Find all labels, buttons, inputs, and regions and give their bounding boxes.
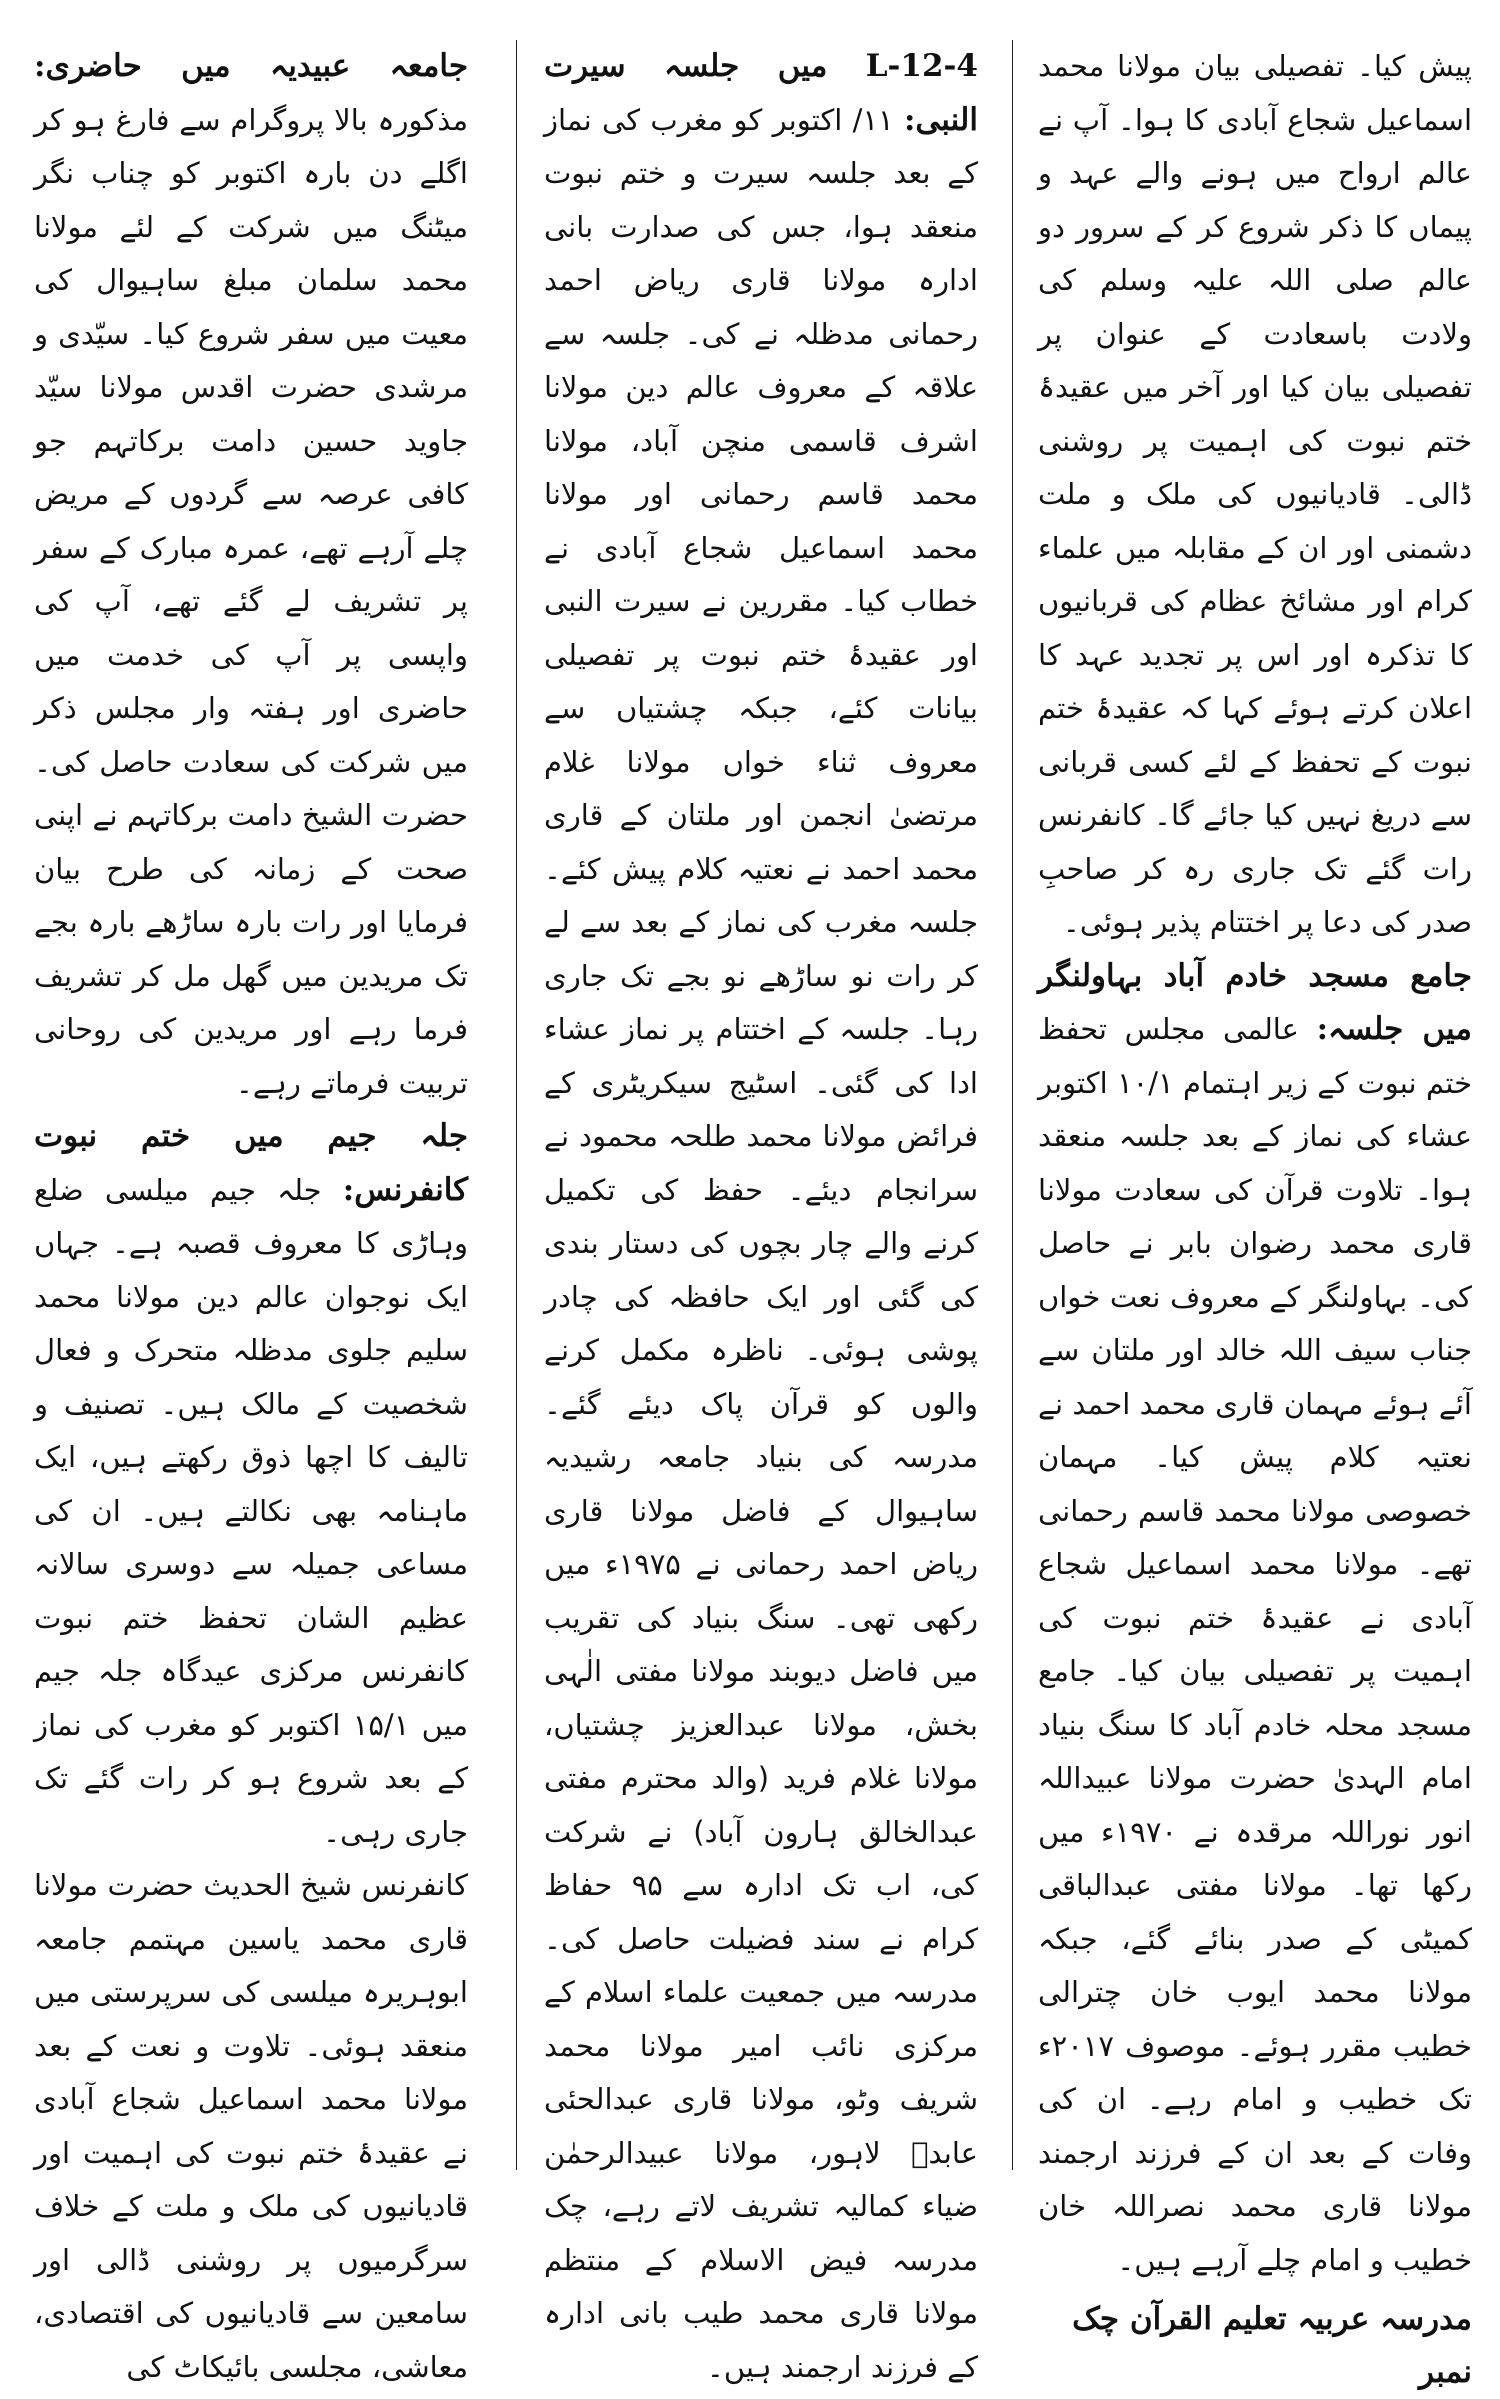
- column-right: [1034, 40, 1476, 2390]
- paragraph: [34, 40, 468, 1110]
- paragraph-body: پیش کیا۔ تفصیلی بیان مولانا محمد اسماعیل شجاع آبادی کا ہوا۔ آپ نے عالم ارواح میں ہونے والے عہد و پیماں کا ذکر شروع کر کے سرور دو عالم صلی اللہ علیہ وسلم کی ولادت باسعادت کے عنوان پر تفصیلی بیان کیا اور آخر میں عقیدۂ ختم نبوت کی اہمیت پر روشنی ڈالی۔ قادیانیوں کی ملک و ملت دشمنی اور ان کے مقابلہ میں علماء کرام اور مشائخ عظام کی قربانیوں کا تذکرہ اور اس پر تجدید عہد کا اعلان کرتے ہوئے کہا کہ عقیدۂ ختم نبوت کے تحفظ کے لئے کسی قربانی سے دریغ نہیں کیا جائے گا۔ کانفرنس رات گئے تک جاری رہ کر صاحبِ صدر کی دعا پر اختتام پذیر ہوئی۔: [1038, 49, 1472, 939]
- paragraph-body: عالمی مجلس تحفظ ختم نبوت کے زیر اہتمام ۱۰/۱ اکتوبر عشاء کی نماز کے بعد جلسہ منعقد ہوا۔ تلاوت قرآن کی سعادت مولانا قاری محمد رضوان بابر نے حاصل کی۔ بہاولنگر کے معروف نعت خواں جناب سیف اللہ خالد اور ملتان سے آئے ہوئے مہمان قاری محمد احمد نے نعتیہ کلام پیش کیا۔ مہمان خصوصی مولانا محمد قاسم رحمانی تھے۔ مولانا محمد اسماعیل شجاع آبادی نے عقیدۂ ختم نبوت کی اہمیت پر تفصیلی بیان کیا۔ جامع مسجد محلہ خادم آباد کا سنگ بنیاد امام الہدیٰ حضرت مولانا عبیداللہ انور نوراللہ مرقدہ نے ۱۹۷۰ء میں رکھا تھا۔ مولانا مفتی عبدالباقی کمیٹی کے صدر بنائے گئے، جبکہ مولانا محمد ایوب خان چترالی خطیب مقرر ہوئے۔ موصوف ۲۰۱۷ء تک خطیب و امام رہے۔ ان کی وفات کے بعد ان کے فرزند ارجمند مولانا قاری محمد نصراللہ خان خطیب و امام چلے آرہے ہیں۔: [1038, 1012, 1473, 2277]
- section-heading: 4-L-12 میں جلسہ سیرت النبی:: [544, 48, 978, 138]
- column-divider: [516, 40, 517, 2170]
- paragraph: [1038, 40, 1472, 950]
- section-heading: جامعہ عبیدیہ میں حاضری:: [34, 48, 468, 84]
- section-heading: جلہ جیم میں ختم نبوت کانفرنس:: [34, 1118, 468, 1208]
- column-divider: [1012, 40, 1013, 2170]
- paragraph-body: جلہ جیم میلسی ضلع وہاڑی کا معروف قصبہ ہے۔ جہاں ایک نوجوان عالم دین مولانا محمد سلیم جلوی مدظلہ متحرک و فعال شخصیت کے مالک ہیں۔ تصنیف و تالیف کا اچھا ذوق رکھتے ہیں، ایک ماہنامہ بھی نکالتے ہیں۔ ان کی مساعی جمیلہ سے دوسری سالانہ عظیم الشان تحفظ ختم نبوت کانفرنس مرکزی عیدگاہ جلہ جیم میں ۱۵/۱ اکتوبر کو مغرب کی نماز کے بعد شروع ہو کر رات گئے تک جاری رہی۔: [34, 1172, 468, 1849]
- paragraph-body: کانفرنس شیخ الحدیث حضرت مولانا قاری محمد یاسین مہتمم جامعہ ابوہریرہ میلسی کی سرپرستی میں منعقد ہوئی۔ تلاوت و نعت کے بعد مولانا محمد اسماعیل شجاع آبادی نے عقیدۂ ختم نبوت کی اہمیت اور قادیانیوں کی ملک و ملت کے خلاف سرگرمیوں پر روشنی ڈالی اور سامعین سے قادیانیوں کی اقتصادی، معاشی، مجلسی بائیکاٹ کی: [34, 1868, 468, 2384]
- paragraph: [34, 1110, 468, 1859]
- paragraph: [1038, 950, 1472, 2288]
- paragraph: [544, 40, 978, 2394]
- section-heading: مدرسہ عربیہ تعلیم القرآن چک نمبر: [1072, 2301, 1472, 2390]
- column-middle: [540, 40, 982, 2384]
- column-left: [30, 40, 472, 2384]
- paragraph-body: ۱۱/ اکتوبر کو مغرب کی نماز کے بعد جلسہ سیرت و ختم نبوت منعقد ہوا، جس کی صدارت بانی ادارہ مولانا قاری ریاض احمد رحمانی مدظلہ نے کی۔ جلسہ سے علاقہ کے معروف عالم دین مولانا اشرف قاسمی منچن آباد، مولانا محمد قاسم رحمانی اور مولانا محمد اسماعیل شجاع آبادی نے خطاب کیا۔ مقررین نے سیرت النبی اور عقیدۂ ختم نبوت پر تفصیلی بیانات کئے، جبکہ چشتیاں سے معروف ثناء خواں مولانا غلام مرتضیٰ انجمن اور ملتان کے قاری محمد احمد نے نعتیہ کلام پیش کئے۔ جلسہ مغرب کی نماز کے بعد سے لے کر رات نو ساڑھے نو بجے تک جاری رہا۔ جلسہ کے اختتام پر نماز عشاء ادا کی گئی۔ اسٹیج سیکریٹری کے فرائض مولانا محمد طلحہ محمود نے سرانجام دیئے۔ حفظ کی تکمیل کرنے والے چار بچوں کی دستار بندی کی گئی اور ایک حافظہ کی چادر پوشی ہوئی۔ ناظرہ مکمل کرنے والوں کو قرآن پاک دیئے گئے۔ مدرسہ کی بنیاد جامعہ رشیدیہ ساہیوال کے فاضل مولانا قاری ریاض احمد رحمانی نے ۱۹۷۵ء میں رکھی تھی۔ سنگ بنیاد کی تقریب میں فاضل دیوبند مولانا مفتی الٰہی بخش، مولانا عبدالعزیز چشتیاں، مولانا غلام فرید (والد محترم مفتی عبدالخالق ہارون آباد) نے شرکت کی، اب تک ادارہ سے ۹۵ حفاظ کرام نے سند فضیلت حاصل کی۔ مدرسہ میں جمعیت علماء اسلام کے مرکزی نائب امیر مولانا محمد شریف وٹو، مولانا قاری عبدالحئی عابدؒ لاہور، مولانا عبیدالرحمٰن ضیاء کمالیہ تشریف لاتے رہے، چک مدرسہ فیض الاسلام کے منتظم مولانا قاری محمد طیب بانی ادارہ کے فرزند ارجمند ہیں۔: [544, 102, 978, 2384]
- section-heading: جامع مسجد خادم آباد بہاولنگر میں جلسہ:: [1038, 957, 1472, 1047]
- paragraph-body: مذکورہ بالا پروگرام سے فارغ ہو کر اگلے دن بارہ اکتوبر کو چناب نگر میٹنگ میں شرکت کے لئے مولانا محمد سلمان مبلغ ساہیوال کی معیت میں سفر شروع کیا۔ سیّدی و مرشدی حضرت اقدس مولانا سیّد جاوید حسین دامت برکاتہم جو کافی عرصہ سے گردوں کے مریض چلے آرہے تھے، عمرہ مبارک کے سفر پر تشریف لے گئے تھے، آپ کی واپسی پر آپ کی خدمت میں حاضری اور ہفتہ وار مجلس ذکر میں شرکت کی سعادت حاصل کی۔ حضرت الشیخ دامت برکاتہم نے اپنی صحت کے زمانہ کی طرح بیان فرمایا اور رات بارہ ساڑھے بارہ بجے تک مریدین میں گھل مل کر تشریف فرما رہے اور مریدین کی روحانی تربیت فرماتے رہے۔: [34, 102, 468, 1100]
- paragraph: [34, 1859, 468, 2394]
